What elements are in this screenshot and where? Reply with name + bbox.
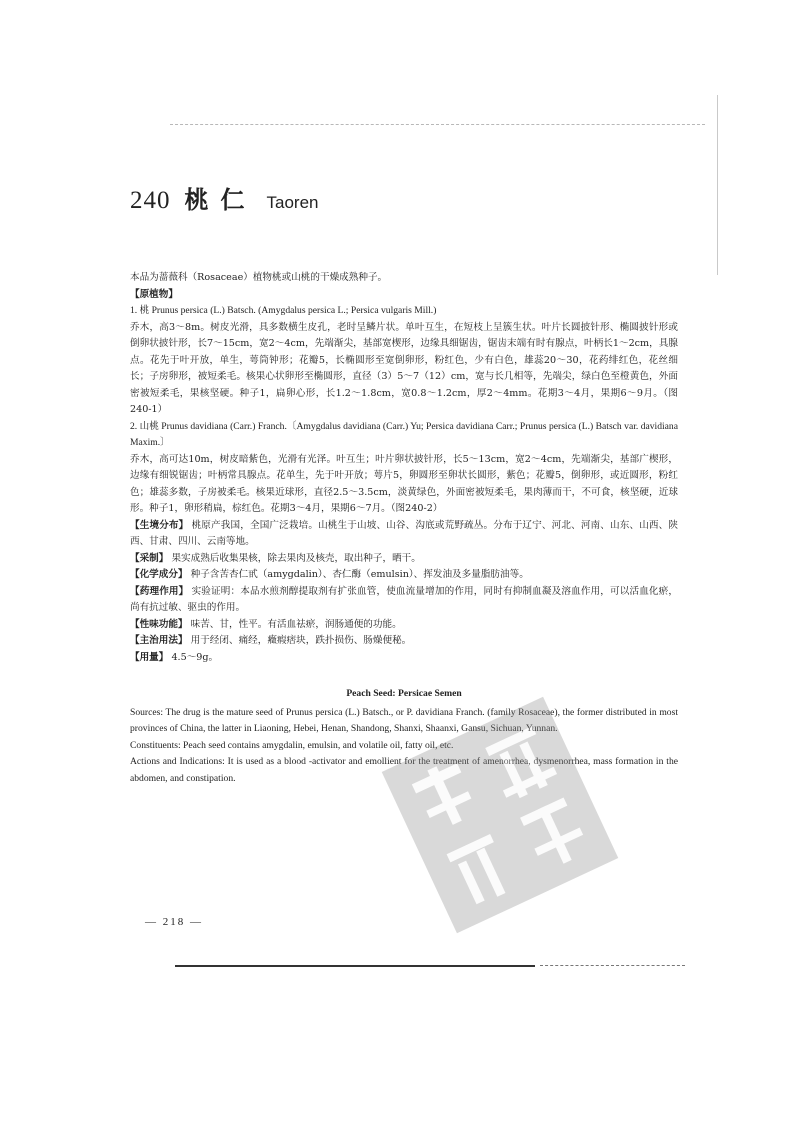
section-habitat xyxy=(130,518,678,551)
section-collection xyxy=(130,551,678,568)
section-properties xyxy=(130,617,678,634)
section-dosage xyxy=(130,650,678,667)
section-label: 【采制】 xyxy=(130,552,169,564)
section-text: 实验证明：本品水煎剂醇提取剂有扩张血管，使血流量增加的作用，同时有抑制血凝及溶血作用，可以活血化瘀，尚有抗过敏、驱虫的作用。 xyxy=(130,585,678,613)
entry-name-pinyin: Taoren xyxy=(266,193,319,212)
intro-text: 本品为蔷薇科（Rosaceae）植物桃或山桃的干燥成熟种子。 xyxy=(130,272,388,283)
section-text: 味苦、甘，性平。有活血祛瘀，润肠通便的功能。 xyxy=(190,618,402,630)
section-text: 果实成熟后收集果核，除去果肉及核壳，取出种子，晒干。 xyxy=(171,552,421,564)
plant-heading: 【原植物】 xyxy=(130,288,178,300)
section-label: 【主治用法】 xyxy=(130,635,188,646)
plant-1-title: 1. 桃 Prunus persica (L.) Batsch. (Amygdalus persica L.; Persica vulgaris Mill.) xyxy=(130,305,437,316)
english-heading: Peach Seed: Persicae Semen xyxy=(346,688,462,699)
top-dashed-rule xyxy=(170,124,705,125)
section-label: 【性味功能】 xyxy=(130,618,188,630)
plant-1-description: 乔木，高3～8m。树皮光滑，具多数横生皮孔，老时呈鳞片状。单叶互生，在短枝上呈簇生状。叶片长圆披针形、椭圆披针形或倒卵状披针形，长7～15cm，宽2～4cm，先端渐尖，基部宽楔形，边缘具细锯齿，锯齿末端有时有腺点，叶柄长1～2cm，具腺点。花先于叶开放，单生，萼筒钟形；花瓣5，长椭圆形至宽倒卵形，粉红色，少有白色，雄蕊20～30，花药绯红色，花丝细长；子房卵形，被短柔毛。核果心状卵形至椭圆形，直径（3）5～7（12）cm，宽与长几相等，先端尖，绿白色至橙黄色，外面密被短柔毛，果核坚硬。种子1，扁卵心形，长1.2～1.8cm，宽0.8～1.2cm，厚2～4mm。花期3～4月，果期6～9月。（图240-1） xyxy=(130,321,678,415)
section-label: 【用量】 xyxy=(130,651,169,663)
english-sources: Sources: The drug is the mature seed of Prunus persica (L.) Batsch., or P. davidiana Franch. (family Rosaceae), the former distributed in most provinces of China, the latter in Liaoning, Hebei, Henan, Shandong, Shanxi, Shaanxi, Gansu, Sichuan, Yunnan. xyxy=(130,706,678,734)
section-text: 用于经闭、痛经，癥瘕痞块，跌扑损伤、肠燥便秘。 xyxy=(190,635,412,646)
entry-name-chinese: 桃仁 xyxy=(184,186,257,214)
english-actions: Actions and Indications: It is used as a blood -activator and emollient for the treatment of amenorrhea, dysmenorrhea, mass formation in the abdomen, and constipation. xyxy=(130,756,678,784)
section-chemistry xyxy=(130,567,678,584)
entry-number: 240 xyxy=(130,187,171,214)
section-text: 4.5～9g。 xyxy=(171,651,219,663)
plant-2-title: 2. 山桃 Prunus davidiana (Carr.) Franch.〔Amygdalus davidiana (Carr.) Yu; Persica davidiana Carr.; Prunus persica (L.) Batsch var. davidiana Maxim.〕 xyxy=(130,420,678,448)
bottom-rule xyxy=(175,965,535,967)
section-label: 【生境分布】 xyxy=(130,519,189,531)
chinese-body xyxy=(130,270,678,666)
english-constituents: Constituents: Peach seed contains amygdalin, emulsin, and volatile oil, fatty oil, etc. xyxy=(130,739,454,751)
section-text: 种子含苦杏仁甙（amygdalin）、杏仁酶（emulsin）、挥发油及多量脂肪油等。 xyxy=(190,569,529,580)
bottom-dashed-rule xyxy=(540,965,685,966)
section-pharmacology xyxy=(130,584,678,617)
section-usage xyxy=(130,633,678,650)
right-margin-rule xyxy=(717,95,718,275)
section-label: 【药理作用】 xyxy=(130,585,189,597)
section-text: 桃原产我国，全国广泛栽培。山桃生于山坡、山谷、沟底或荒野疏丛。分布于辽宁、河北、河南、山东、山西、陕西、甘肃、四川、云南等地。 xyxy=(130,519,678,547)
plant-2-description: 乔木，高可达10m，树皮暗紫色，光滑有光泽。叶互生；叶片卵状披针形，长5～13cm，宽2～4cm，先端渐尖，基部广楔形，边缘有细锐锯齿；叶柄常具腺点。花单生，先于叶开放；萼片5，卵圆形至卵状长圆形，紫色；花瓣5，倒卵形，或近圆形，粉红色；雄蕊多数，子房被柔毛。核果近球形，直径2.5～3.5cm，淡黄绿色，外面密被短柔毛，果肉薄而干，不可食，核坚硬，近球形。种子1，卵形稍扁，棕红色。花期3～4月，果期6～7月。（图240-2） xyxy=(130,453,678,514)
page-number: — 218 — xyxy=(145,916,203,928)
section-label: 【化学成分】 xyxy=(130,569,188,580)
entry-title xyxy=(130,180,318,215)
